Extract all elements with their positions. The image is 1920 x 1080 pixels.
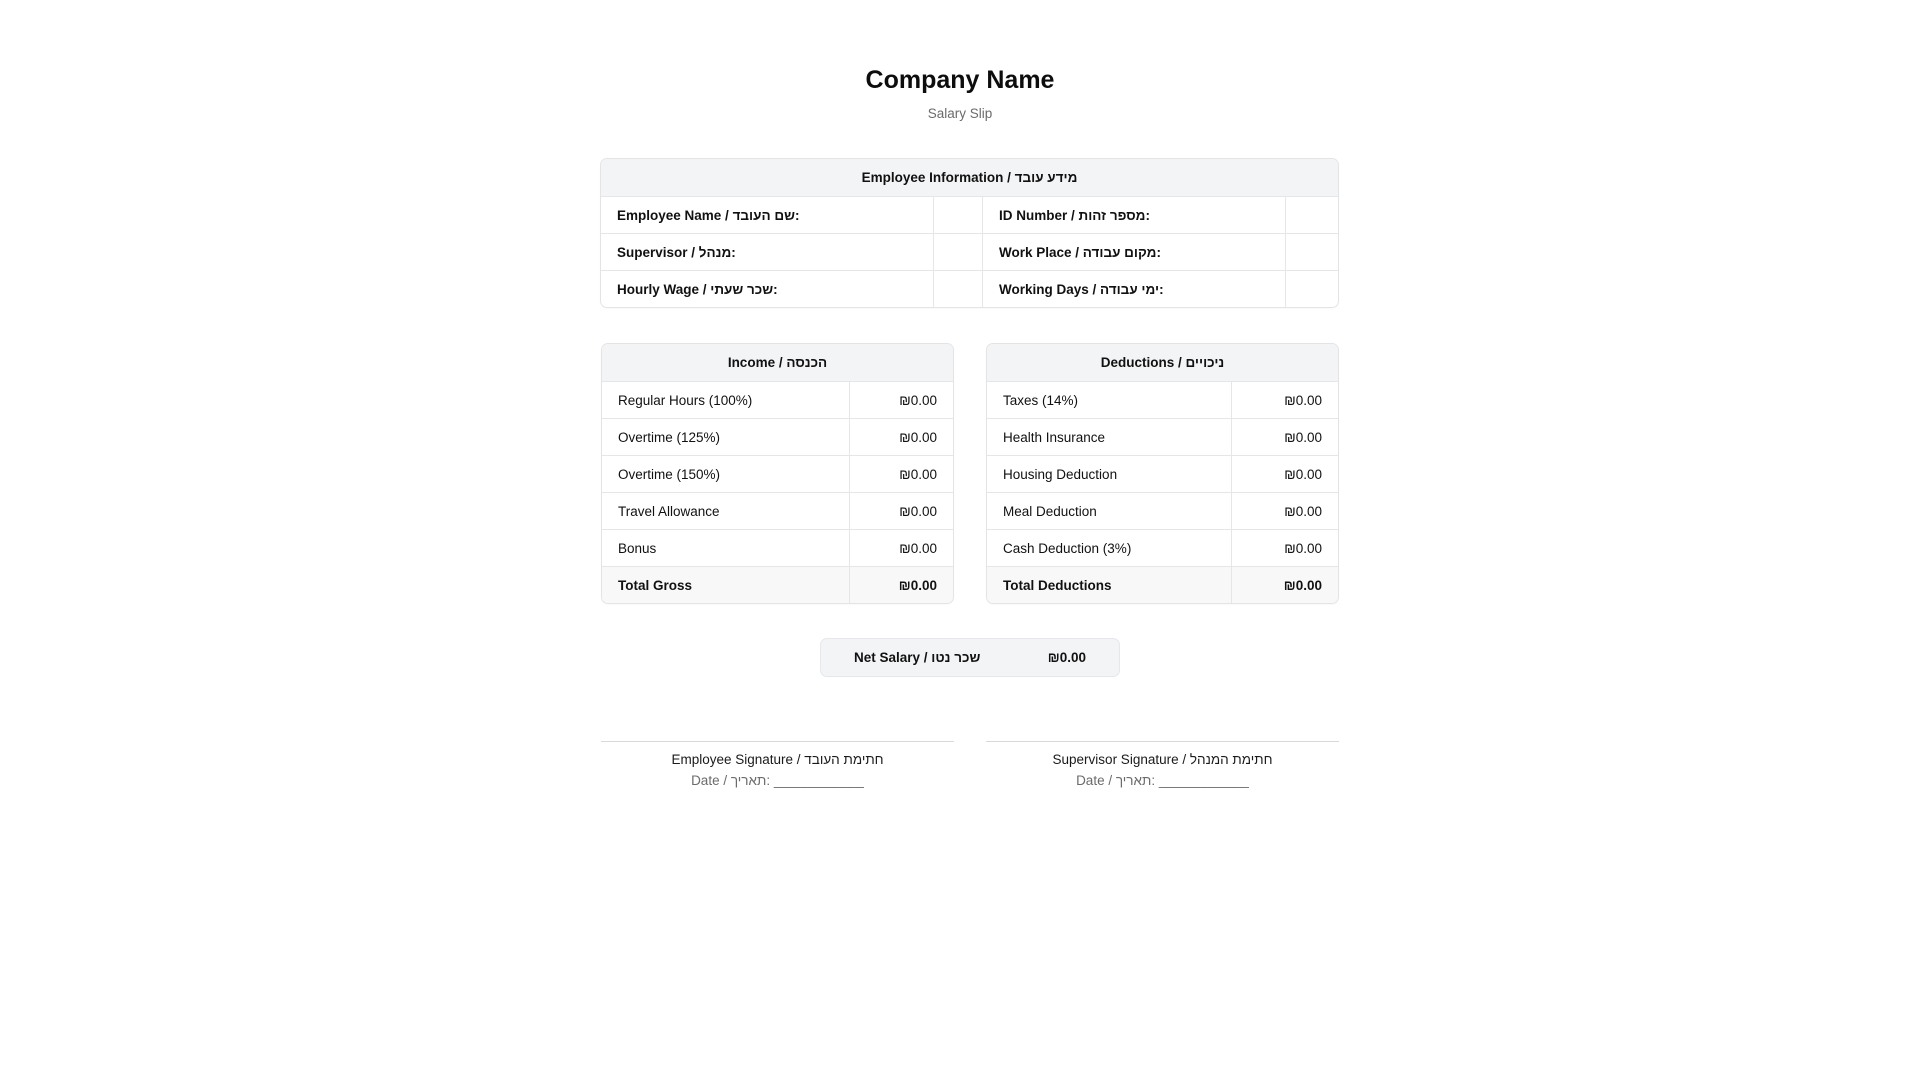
income-title: Income / הכנסה (602, 344, 953, 382)
employee-info-row (601, 234, 1338, 271)
id-number-label: ID Number / מספר זהות: (983, 197, 1286, 234)
employee-info-title: Employee Information / מידע עובד (601, 159, 1338, 197)
deduction-row (987, 456, 1338, 493)
income-table (602, 344, 953, 603)
hourly-wage-value[interactable] (934, 271, 983, 308)
income-item-label: Travel Allowance (602, 493, 850, 530)
supervisor-value[interactable] (934, 234, 983, 271)
company-name: Company Name (865, 66, 1055, 94)
net-salary-amount: ₪0.00 (1047, 650, 1086, 665)
supervisor-signature-block (986, 741, 1339, 789)
id-number-value[interactable] (1286, 197, 1339, 234)
deduction-row (987, 493, 1338, 530)
income-item-amount: ₪0.00 (850, 530, 954, 567)
employee-info-row (601, 197, 1338, 234)
employee-signature-date: Date / תאריך: ____________ (691, 773, 864, 788)
supervisor-signature-label: Supervisor Signature / חתימת המנהל (1052, 752, 1273, 767)
total-deductions-amount: ₪0.00 (1232, 567, 1339, 604)
employee-info-card (601, 159, 1338, 307)
income-card (602, 344, 953, 603)
deduction-item-amount: ₪0.00 (1232, 419, 1339, 456)
deduction-item-label: Health Insurance (987, 419, 1232, 456)
employee-info-table (601, 159, 1338, 307)
deduction-item-amount: ₪0.00 (1232, 493, 1339, 530)
income-item-amount: ₪0.00 (850, 456, 954, 493)
income-row (602, 456, 953, 493)
income-item-label: Regular Hours (100%) (602, 382, 850, 419)
deduction-row (987, 382, 1338, 419)
net-salary-label: Net Salary / שכר נטו (854, 650, 981, 665)
income-item-label: Overtime (125%) (602, 419, 850, 456)
income-item-amount: ₪0.00 (850, 382, 954, 419)
deductions-title: Deductions / ניכויים (987, 344, 1338, 382)
deduction-item-label: Taxes (14%) (987, 382, 1232, 419)
deductions-table (987, 344, 1338, 603)
deduction-item-amount: ₪0.00 (1232, 456, 1339, 493)
work-place-value[interactable] (1286, 234, 1339, 271)
document-subtitle: Salary Slip (927, 106, 993, 121)
income-row (602, 382, 953, 419)
income-item-amount: ₪0.00 (850, 419, 954, 456)
total-gross-label: Total Gross (602, 567, 850, 604)
work-place-label: Work Place / מקום עבודה: (983, 234, 1286, 271)
income-item-amount: ₪0.00 (850, 493, 954, 530)
employee-info-row (601, 271, 1338, 308)
employee-signature-block (601, 741, 954, 789)
slip-header (0, 62, 1920, 123)
employee-signature-label: Employee Signature / חתימת העובד (671, 752, 884, 767)
income-item-label: Bonus (602, 530, 850, 567)
income-row (602, 530, 953, 567)
employee-name-label: Employee Name / שם העובד: (601, 197, 934, 234)
employee-name-value[interactable] (934, 197, 983, 234)
supervisor-label: Supervisor / מנהל: (601, 234, 934, 271)
deduction-item-label: Cash Deduction (3%) (987, 530, 1232, 567)
deduction-item-amount: ₪0.00 (1232, 382, 1339, 419)
total-gross-amount: ₪0.00 (850, 567, 954, 604)
deduction-row (987, 530, 1338, 567)
deductions-total-row (987, 567, 1338, 604)
income-total-row (602, 567, 953, 604)
working-days-label: Working Days / ימי עבודה: (983, 271, 1286, 308)
income-row (602, 419, 953, 456)
working-days-value[interactable] (1286, 271, 1339, 308)
deduction-item-label: Meal Deduction (987, 493, 1232, 530)
deduction-item-label: Housing Deduction (987, 456, 1232, 493)
deduction-item-amount: ₪0.00 (1232, 530, 1339, 567)
income-row (602, 493, 953, 530)
net-salary-box (821, 639, 1119, 676)
deductions-card (987, 344, 1338, 603)
supervisor-signature-date: Date / תאריך: ____________ (1076, 773, 1249, 788)
total-deductions-label: Total Deductions (987, 567, 1232, 604)
income-item-label: Overtime (150%) (602, 456, 850, 493)
deduction-row (987, 419, 1338, 456)
hourly-wage-label: Hourly Wage / שכר שעתי: (601, 271, 934, 308)
